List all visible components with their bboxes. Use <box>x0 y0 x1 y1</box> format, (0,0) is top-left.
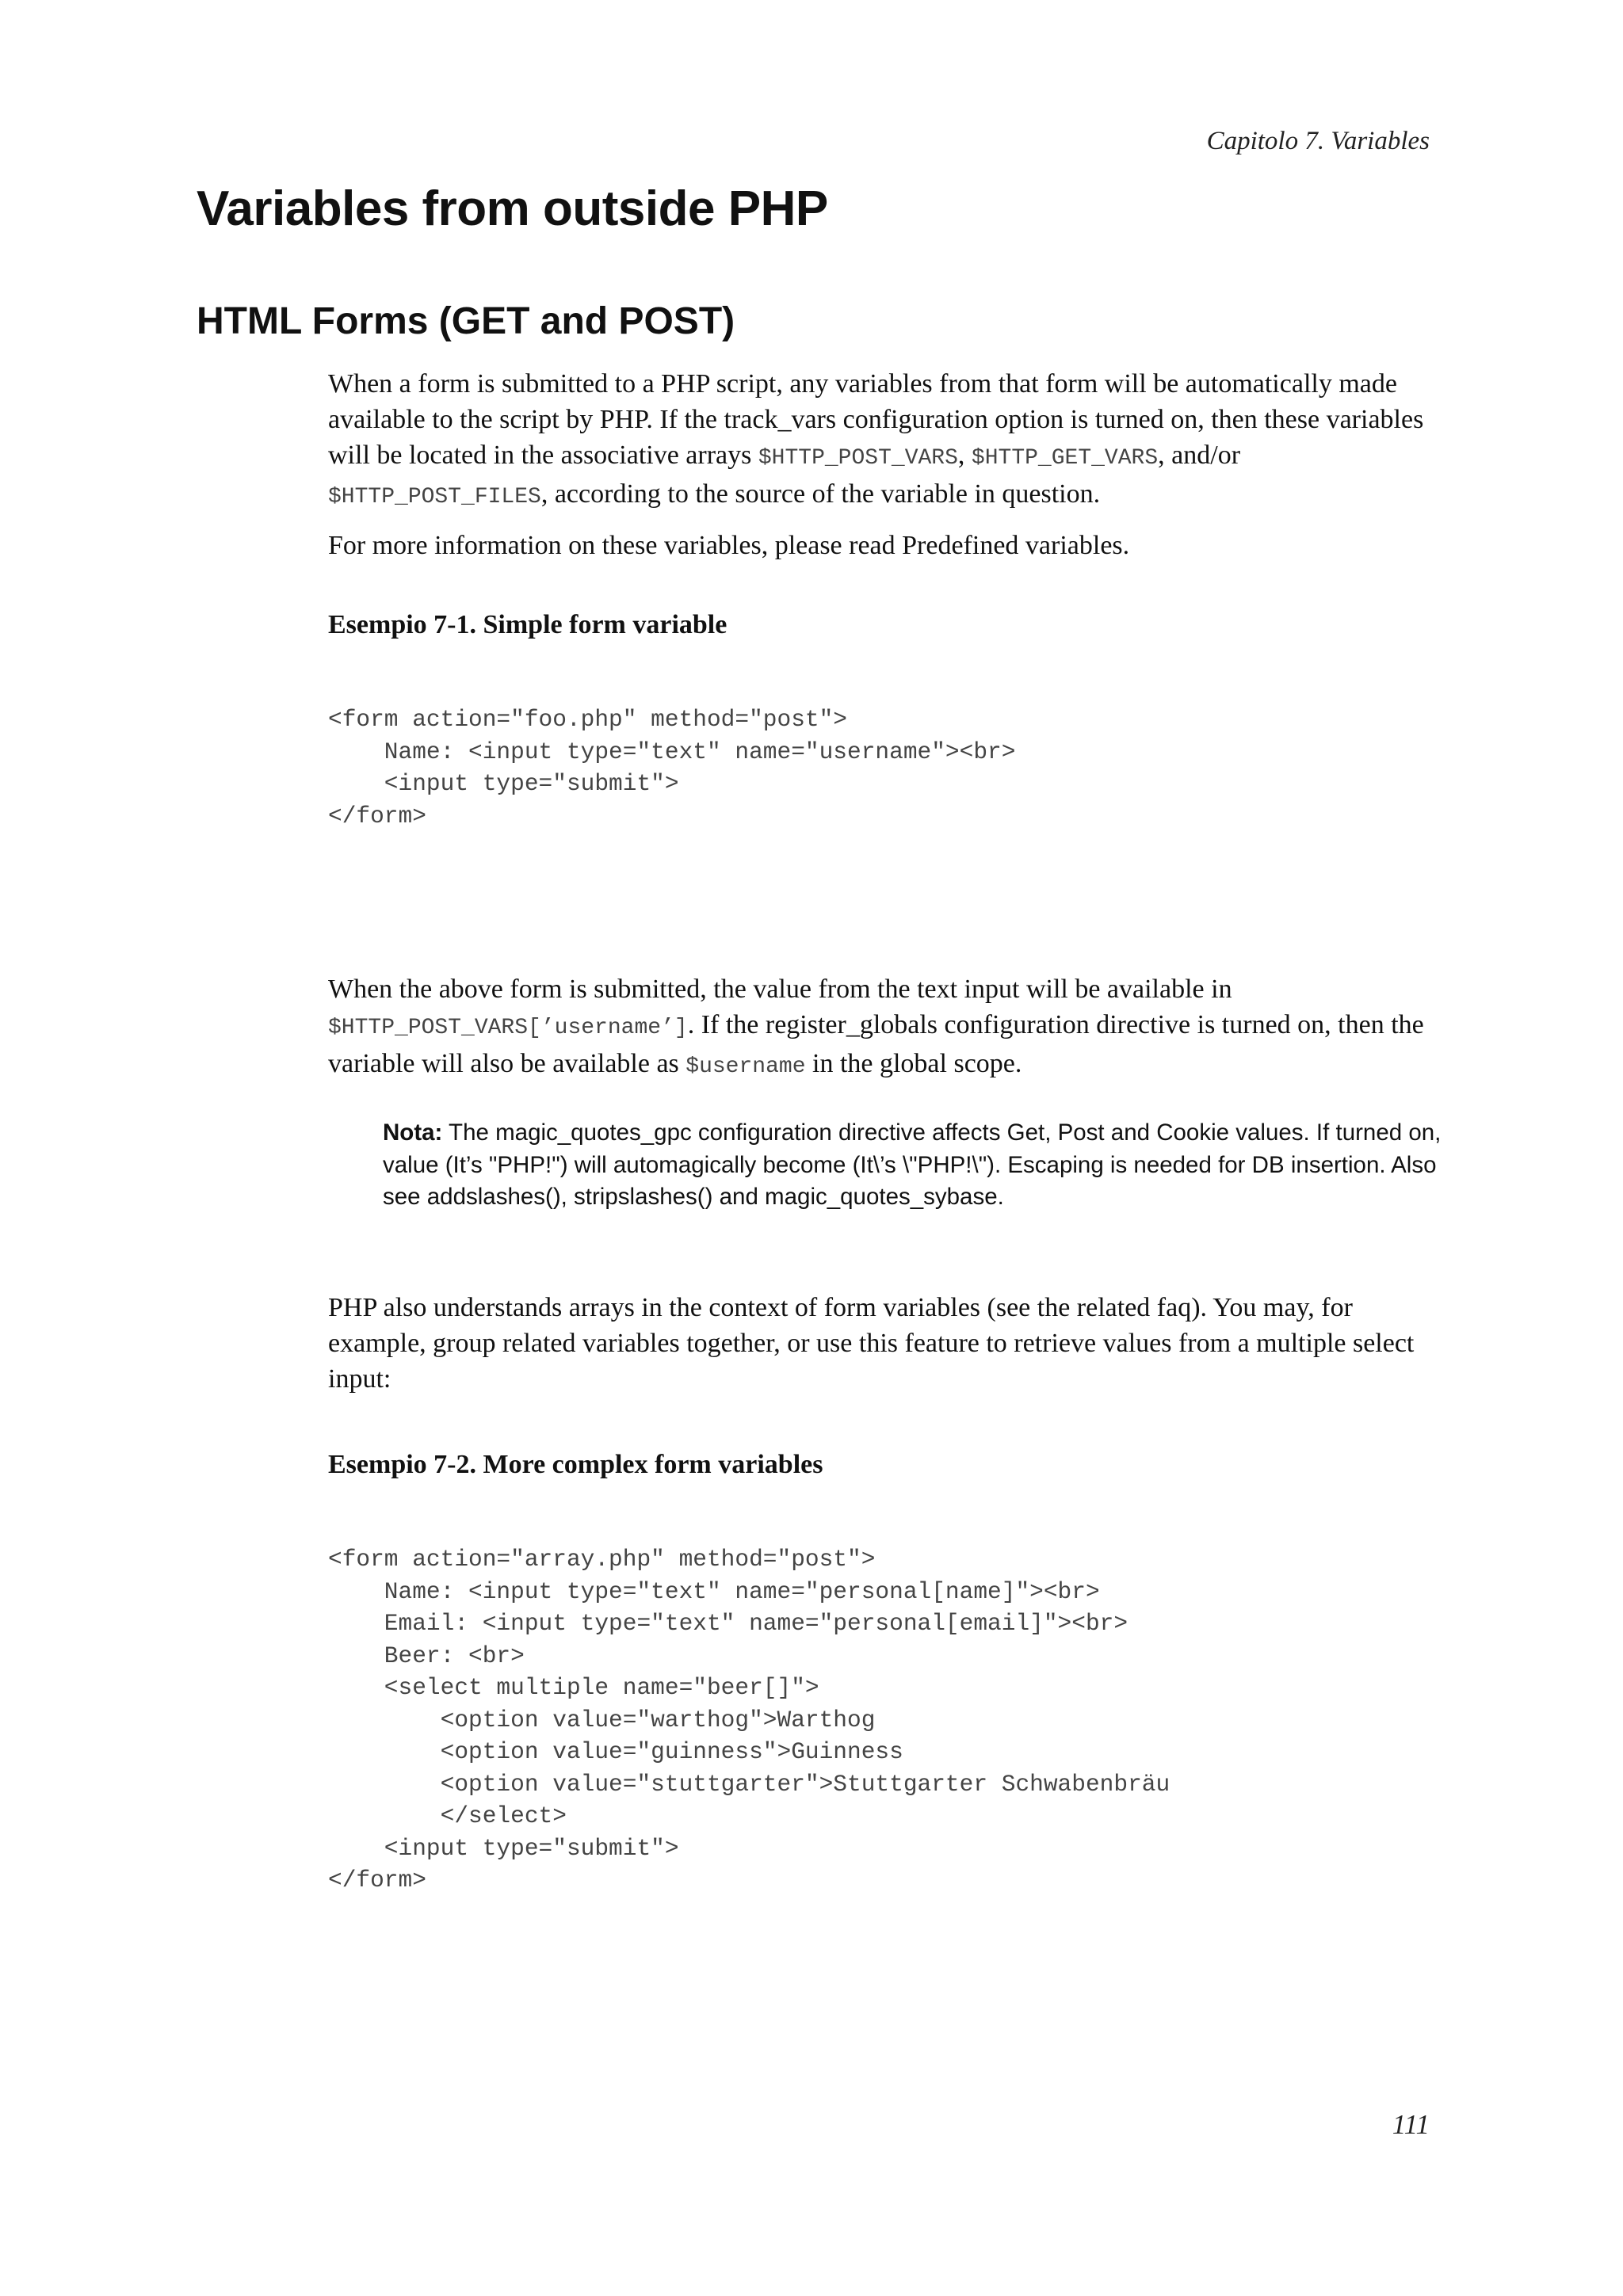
intro-separator: , and/or <box>1158 441 1241 470</box>
inline-code: $HTTP_GET_VARS <box>971 446 1159 471</box>
intro-text: , according to the source of the variable in question. <box>540 479 1101 509</box>
inline-code: $HTTP_POST_VARS <box>758 446 958 471</box>
inline-code: $HTTP_POST_FILES <box>328 485 541 509</box>
info-paragraph: For more information on these variables, please read Predefined variables. <box>328 531 1130 560</box>
explanation-block <box>328 971 1434 1085</box>
page-number: 111 <box>1392 2109 1430 2140</box>
arrays-block <box>328 1290 1434 1397</box>
explanation-text: in the global scope. <box>805 1049 1022 1078</box>
running-header: Capitolo 7. Variables <box>1206 127 1430 155</box>
intro-paragraph <box>328 366 1434 515</box>
page-title: Variables from outside PHP <box>197 181 828 236</box>
section-heading: HTML Forms (GET and POST) <box>197 300 735 342</box>
inline-code: $username <box>685 1055 806 1079</box>
intro-text: When a form is submitted to a PHP script, any variables from that form will be automatically made available to the script by PHP. If the track_vars configuration option is turned on, then these variables will be located in the associative arrays <box>328 369 1424 470</box>
example-title: Esempio 7-1. Simple form variable <box>328 610 727 639</box>
inline-code: $HTTP_POST_VARS[’username’] <box>328 1016 688 1040</box>
explanation-text: . If the register_globals configuration directive is turned on, then the variable will also be available as <box>328 1010 1424 1078</box>
explanation-text: When the above form is submitted, the value from the text input will be available in <box>328 974 1232 1004</box>
note-text: The magic_quotes_gpc configuration directive affects Get, Post and Cookie values. If turned on, value (It’s "PHP!") will automagically become (It\’s \"PHP!\"). Escaping is needed for DB insertion. Also see addslashes(), stripslashes() and magic_quotes_sybase. <box>383 1119 1442 1210</box>
note-label: Nota: <box>383 1119 443 1146</box>
intro-block <box>328 366 1434 563</box>
note-box <box>383 1117 1445 1214</box>
intro-separator: , <box>957 441 972 470</box>
example-title: Esempio 7-2. More complex form variables <box>328 1450 823 1479</box>
code-block: <form action="array.php" method="post"> Name: <input type="text" name="personal[name]"><br> Email: <input type="text" name="personal[email]"><br> Beer: <br> <select multiple name="beer[]"> <option value="warthog">Warthog <option value="guinness">Guinness <option value="stuttgarter">Stuttgarter Schwabenbräu </select> <input type="submit"> </form> <box>328 1546 1170 1894</box>
arrays-paragraph: PHP also understands arrays in the context of form variables (see the related faq). You may, for example, group related variables together, or use this feature to retrieve values from a multiple select input: <box>328 1293 1415 1394</box>
code-block: <form action="foo.php" method="post"> Name: <input type="text" name="username"><br> <input type="submit"> </form> <box>328 706 1016 830</box>
explanation-paragraph <box>328 971 1434 1085</box>
